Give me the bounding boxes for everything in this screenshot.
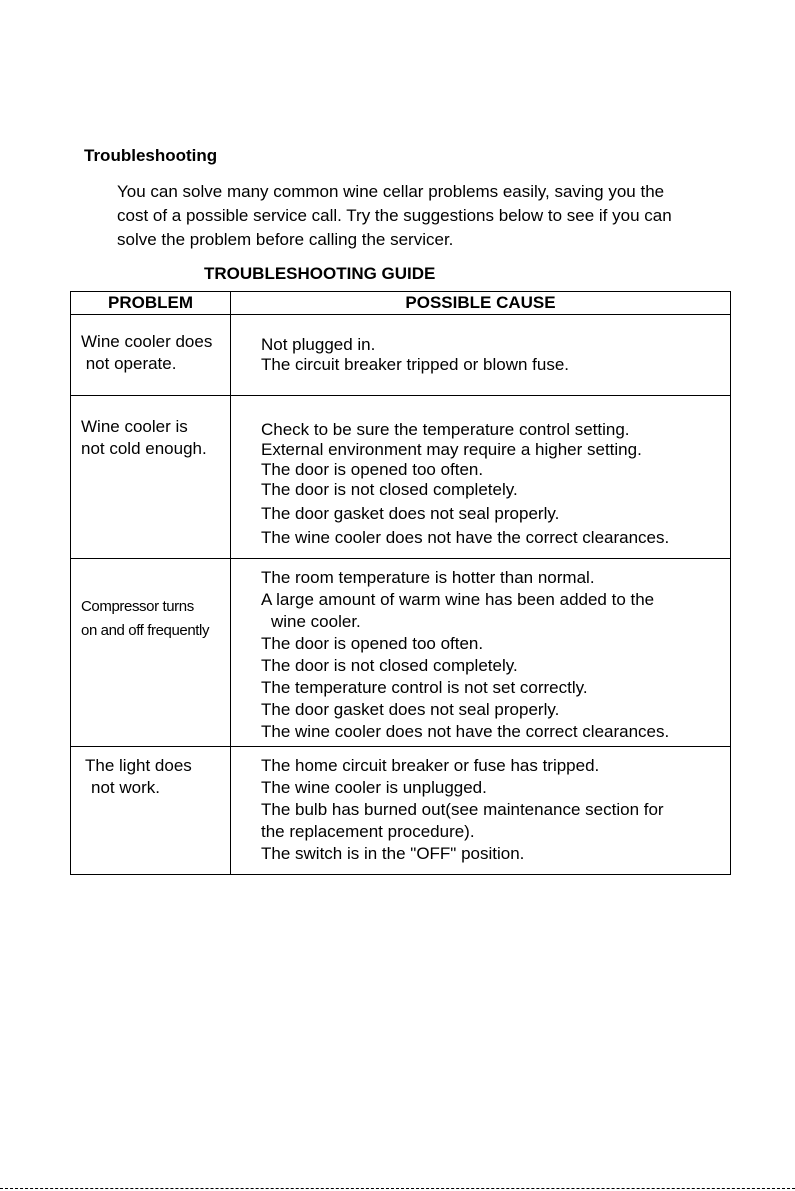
problem-text: Wine cooler is bbox=[81, 417, 188, 436]
troubleshooting-table bbox=[70, 291, 731, 875]
cause-item: The circuit breaker tripped or blown fuse. bbox=[261, 355, 570, 374]
cause-item: Not plugged in. bbox=[261, 335, 376, 354]
problem-text: on and off frequently bbox=[81, 622, 210, 639]
cause-item: The temperature control is not set correctly. bbox=[261, 678, 588, 697]
cause-item: The wine cooler does not have the correct clearances. bbox=[261, 528, 670, 547]
problem-cell bbox=[71, 747, 231, 875]
table-row bbox=[71, 559, 731, 747]
intro-line: You can solve many common wine cellar problems easily, saving you the bbox=[117, 182, 665, 201]
problem-text: Wine cooler does bbox=[81, 332, 213, 351]
table-row bbox=[71, 315, 731, 396]
page-bottom-divider bbox=[0, 1188, 795, 1189]
cause-item: The room temperature is hotter than normal. bbox=[261, 568, 595, 587]
problem-text: not cold enough. bbox=[81, 439, 207, 458]
intro-line: cost of a possible service call. Try the suggestions below to see if you can bbox=[117, 206, 672, 225]
cause-item: The door is opened too often. bbox=[261, 634, 484, 653]
cause-item: The switch is in the "OFF" position. bbox=[261, 844, 525, 863]
problem-text: not work. bbox=[91, 778, 160, 797]
section-heading: Troubleshooting bbox=[84, 146, 218, 165]
problem-column-header: PROBLEM bbox=[71, 292, 231, 315]
cause-item: The wine cooler does not have the correct clearances. bbox=[261, 722, 670, 741]
table-row bbox=[71, 747, 731, 875]
cause-item: The door gasket does not seal properly. bbox=[261, 504, 560, 523]
cause-item: The door is opened too often. bbox=[261, 460, 484, 479]
cause-item: The door is not closed completely. bbox=[261, 656, 518, 675]
intro-paragraph bbox=[117, 180, 747, 252]
problem-text: The light does bbox=[85, 756, 192, 775]
problem-cell bbox=[71, 559, 231, 747]
cause-cell bbox=[231, 559, 731, 747]
problem-cell bbox=[71, 396, 231, 559]
cause-cell bbox=[231, 315, 731, 396]
cause-item: the replacement procedure). bbox=[261, 822, 475, 841]
problem-text: Compressor turns bbox=[81, 598, 194, 615]
cause-cell bbox=[231, 747, 731, 875]
cause-item: wine cooler. bbox=[271, 612, 361, 631]
cause-item: Check to be sure the temperature control setting. bbox=[261, 420, 630, 439]
cause-item: The bulb has burned out(see maintenance section for bbox=[261, 800, 664, 819]
guide-title: TROUBLESHOOTING GUIDE bbox=[204, 264, 436, 283]
problem-cell bbox=[71, 315, 231, 396]
intro-line: solve the problem before calling the servicer. bbox=[117, 230, 454, 249]
cause-item: The door gasket does not seal properly. bbox=[261, 700, 560, 719]
problem-text: not operate. bbox=[81, 354, 177, 373]
cause-cell bbox=[231, 396, 731, 559]
cause-item: A large amount of warm wine has been added to the bbox=[261, 590, 655, 609]
cause-item: The door is not closed completely. bbox=[261, 480, 518, 499]
cause-item: The wine cooler is unplugged. bbox=[261, 778, 487, 797]
cause-column-header: POSSIBLE CAUSE bbox=[231, 292, 731, 315]
table-header-row bbox=[71, 292, 731, 315]
table-row bbox=[71, 396, 731, 559]
cause-item: The home circuit breaker or fuse has tripped. bbox=[261, 756, 600, 775]
cause-item: External environment may require a higher setting. bbox=[261, 440, 642, 459]
